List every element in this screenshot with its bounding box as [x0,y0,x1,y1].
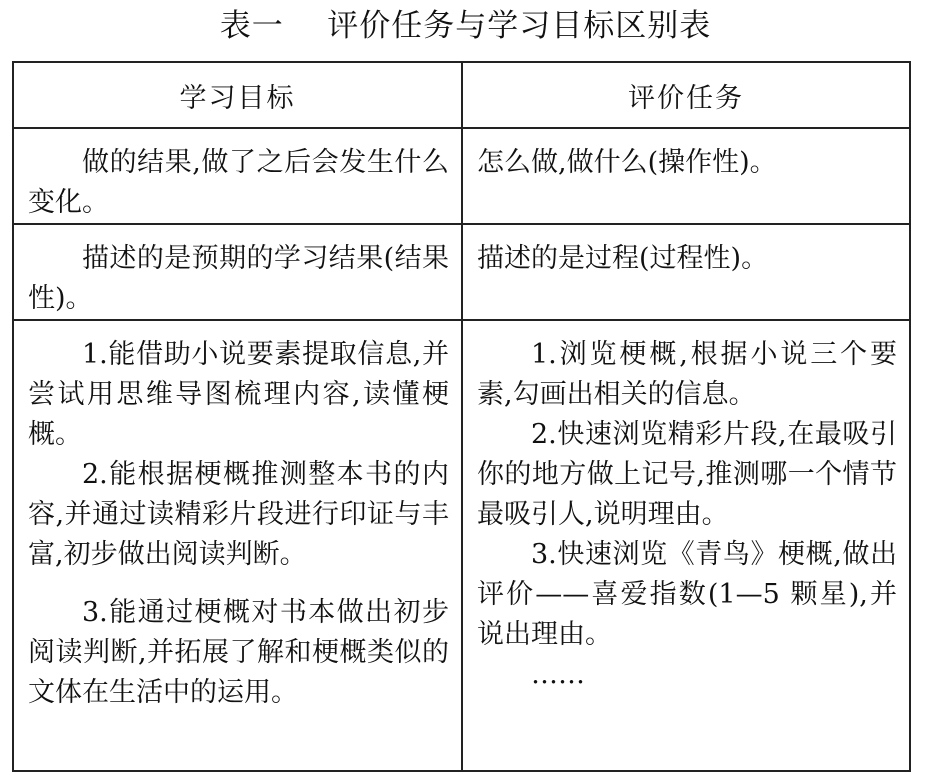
cell-text: 做的结果,做了之后会发生什么变化。 [28,147,449,218]
header-learning-goals: 学习目标 [13,62,462,128]
comparison-table [12,61,911,772]
table-row [13,128,910,224]
table-title: 表一 评价任务与学习目标区别表 [219,8,712,44]
table-row [13,320,910,771]
cell-text: 怎么做,做什么(操作性)。 [477,147,777,178]
cell-text: 描述的是过程(过程性)。 [477,243,769,274]
ellipsis: …… [531,659,585,690]
cell-assessment-task [462,128,910,224]
cell-learning-goal [13,128,462,224]
task-item-3: 3.快速浏览《青鸟》梗概,做出评价——喜爱指数(1—5 颗星),并说出理由。 [477,539,897,650]
task-item-1: 1.浏览梗概,根据小说三个要素,勾画出相关的信息。 [477,339,897,410]
cell-learning-goal [13,320,462,771]
header-assessment-tasks: 评价任务 [462,62,910,128]
task-item-2: 2.快速浏览精彩片段,在最吸引你的地方做上记号,推测哪一个情节最吸引人,说明理由。 [477,419,897,530]
goal-item-1: 1.能借助小说要素提取信息,并尝试用思维导图梳理内容,读懂梗概。 [28,339,449,450]
cell-assessment-task [462,320,910,771]
goal-item-2: 2.能根据梗概推测整本书的内容,并通过读精彩片段进行印证与丰富,初步做出阅读判断。 [28,459,449,570]
cell-assessment-task [462,224,910,320]
goal-item-3: 3.能通过梗概对书本做出初步阅读判断,并拓展了解和梗概类似的文体在生活中的运用。 [28,597,449,708]
cell-learning-goal [13,224,462,320]
table-header-row [13,62,910,128]
cell-text: 描述的是预期的学习结果(结果性)。 [28,243,449,314]
table-row [13,224,910,320]
